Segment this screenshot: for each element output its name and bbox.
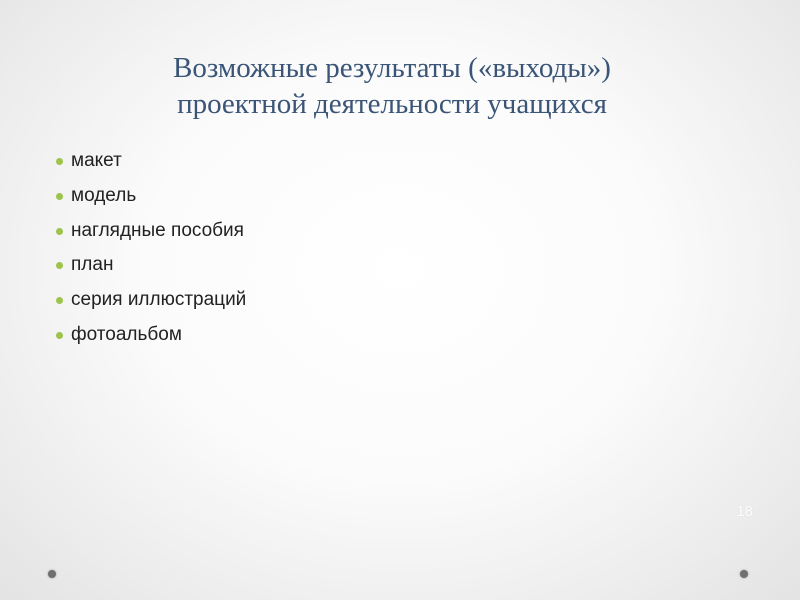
bullet-dot-icon bbox=[56, 158, 63, 165]
bullet-text: наглядные пособия bbox=[71, 219, 244, 241]
slide-title bbox=[0, 50, 784, 122]
bullet-dot-icon bbox=[56, 297, 63, 304]
bullet-dot-icon bbox=[56, 332, 63, 339]
bullet-text: фотоальбом bbox=[71, 323, 182, 345]
corner-dot-icon bbox=[740, 570, 748, 578]
bullet-text: план bbox=[71, 254, 114, 276]
bullet-item bbox=[56, 181, 246, 216]
bullet-text: модель bbox=[71, 184, 137, 206]
slide-number: 18 bbox=[736, 503, 753, 520]
corner-dot-icon bbox=[48, 570, 56, 578]
bullet-item bbox=[56, 216, 246, 251]
bullet-text: макет bbox=[71, 150, 122, 171]
bullet-dot-icon bbox=[56, 262, 63, 269]
slide-title-line-1: Возможные результаты («выходы») bbox=[173, 52, 611, 84]
bullet-item bbox=[56, 285, 246, 320]
bullet-item bbox=[56, 250, 246, 285]
bullet-item bbox=[56, 320, 246, 355]
bullet-dot-icon bbox=[56, 193, 63, 200]
bullet-list bbox=[56, 146, 246, 355]
bullet-item bbox=[56, 146, 246, 181]
bullet-dot-icon bbox=[56, 228, 63, 235]
slide-title-line-2: проектной деятельности учащихся bbox=[177, 88, 607, 120]
bullet-text: серия иллюстраций bbox=[71, 289, 247, 311]
